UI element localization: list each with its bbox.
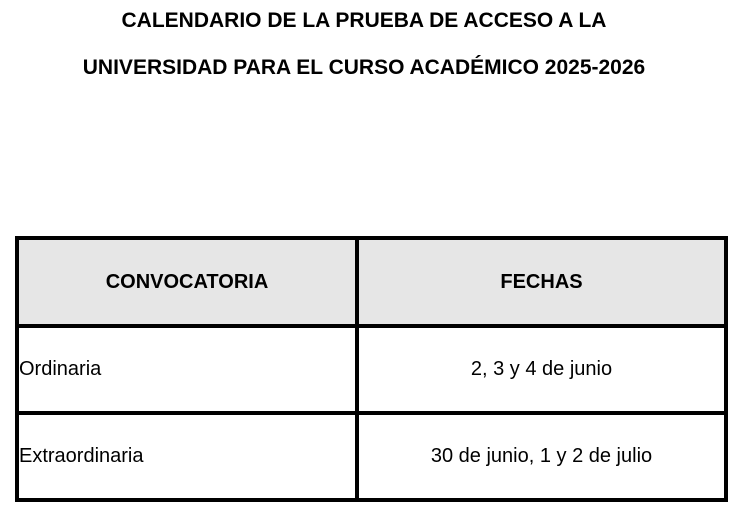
convocatoria-cell: Extraordinaria [17,413,357,500]
convocatoria-cell: Ordinaria [17,326,357,413]
header-convocatoria: CONVOCATORIA [17,238,357,326]
fechas-cell: 30 de junio, 1 y 2 de julio [357,413,726,500]
exam-calendar-table [15,236,728,502]
fechas-cell: 2, 3 y 4 de junio [357,326,726,413]
table-row [17,326,726,413]
document-title-line-1: CALENDARIO DE LA PRUEBA DE ACCESO A LA [121,9,607,32]
header-fechas: FECHAS [357,238,726,326]
table-header-row [17,238,726,326]
document-title-line-2: UNIVERSIDAD PARA EL CURSO ACADÉMICO 2025-2026 [82,56,646,79]
table-row [17,413,726,500]
